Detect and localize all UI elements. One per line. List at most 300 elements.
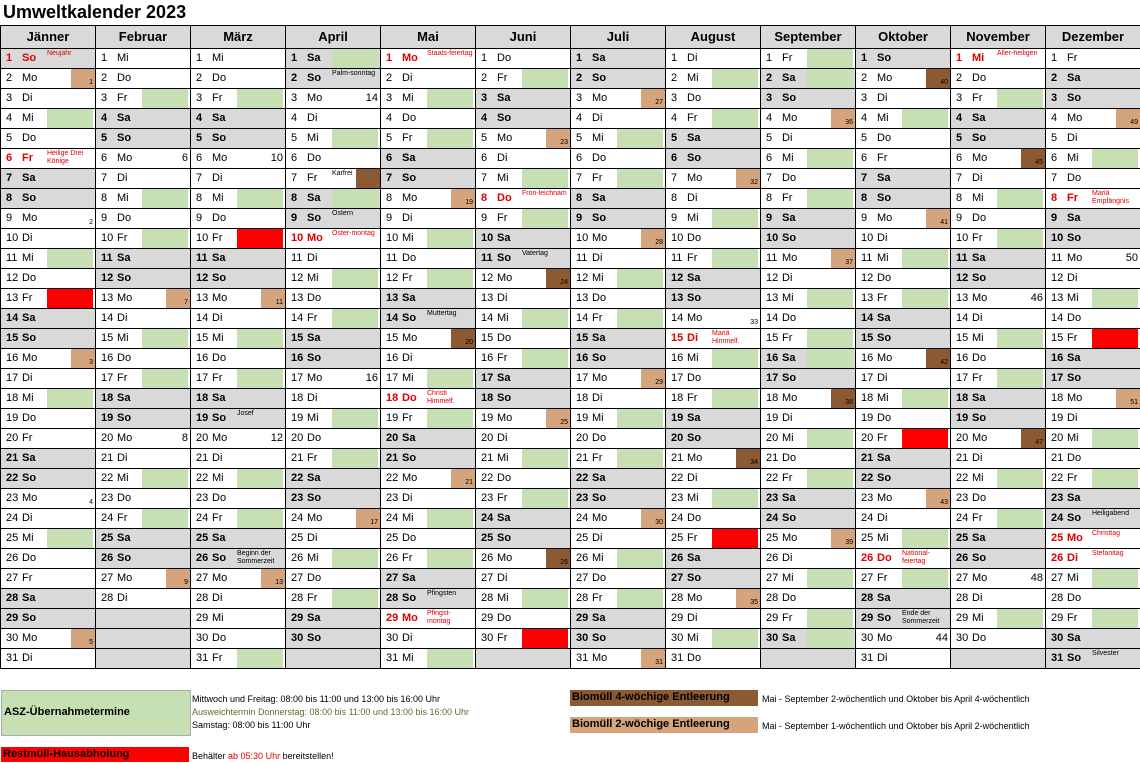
weekday: Do bbox=[497, 612, 512, 624]
day-cell bbox=[666, 489, 761, 509]
weekday: Sa bbox=[402, 572, 416, 584]
day-cell bbox=[381, 109, 476, 129]
day-cell bbox=[856, 449, 951, 469]
day-number: 15 bbox=[481, 332, 494, 344]
day-cell bbox=[381, 469, 476, 489]
day-number: 21 bbox=[291, 452, 304, 464]
day-number: 20 bbox=[481, 432, 494, 444]
day-cell bbox=[571, 449, 666, 469]
day-cell bbox=[191, 489, 286, 509]
day-number: 3 bbox=[101, 92, 108, 104]
day-number: 27 bbox=[481, 572, 494, 584]
empty-day-cell bbox=[761, 649, 856, 669]
weekday: Fr bbox=[972, 372, 983, 384]
day-number: 2 bbox=[481, 72, 488, 84]
day-number: 10 bbox=[861, 232, 874, 244]
weekday: Do bbox=[687, 512, 702, 524]
day-cell bbox=[286, 329, 381, 349]
day-number: 12 bbox=[386, 272, 399, 284]
day-cell bbox=[856, 489, 951, 509]
day-cell bbox=[571, 529, 666, 549]
day-number: 27 bbox=[6, 572, 19, 584]
day-note: Mariä Himmelf. bbox=[712, 330, 740, 345]
weekday: Mo bbox=[972, 432, 988, 444]
weekday: Mi bbox=[592, 132, 604, 144]
day-number: 24 bbox=[481, 512, 494, 524]
weekday: So bbox=[22, 332, 37, 344]
weekday: Di bbox=[117, 592, 128, 604]
weekday: Di bbox=[1067, 552, 1078, 564]
weekday: Mo bbox=[117, 432, 133, 444]
day-number: 7 bbox=[1051, 172, 1058, 184]
week-number: 11 bbox=[275, 299, 283, 306]
weekday: Fr bbox=[117, 92, 128, 104]
day-cell bbox=[476, 629, 571, 649]
restmuell-marker bbox=[237, 229, 283, 248]
day-number: 9 bbox=[101, 212, 108, 224]
day-cell bbox=[381, 269, 476, 289]
day-number: 15 bbox=[291, 332, 304, 344]
day-cell bbox=[1, 189, 96, 209]
weekday: Fr bbox=[782, 332, 793, 344]
weekday: Mo bbox=[22, 72, 38, 84]
weekday: Di bbox=[497, 572, 508, 584]
day-cell bbox=[951, 149, 1046, 169]
day-number: 8 bbox=[956, 192, 963, 204]
weekday: Mi bbox=[972, 612, 984, 624]
weekday: Fr bbox=[497, 632, 508, 644]
day-cell bbox=[96, 109, 191, 129]
day-cell bbox=[1, 429, 96, 449]
day-cell bbox=[381, 449, 476, 469]
day-cell bbox=[191, 129, 286, 149]
month-header: August bbox=[666, 26, 761, 49]
legend-restmuell-text: Behälter ab 05:30 Uhr bereitstellen! bbox=[192, 751, 334, 761]
day-cell bbox=[571, 49, 666, 69]
day-number: 23 bbox=[766, 492, 779, 504]
day-cell bbox=[666, 109, 761, 129]
asz-marker bbox=[237, 329, 283, 348]
weekday: Di bbox=[877, 372, 888, 384]
day-cell bbox=[286, 449, 381, 469]
weekday: Fr bbox=[877, 432, 888, 444]
day-cell bbox=[666, 69, 761, 89]
weekday: Fr bbox=[117, 232, 128, 244]
legend-asz-line2: Ausweichtermin Donnerstag: 08:00 bis 11:00 und 13:00 bis 16:00 Uhr bbox=[192, 707, 470, 717]
day-note: Vatertag bbox=[522, 250, 548, 257]
asz-marker bbox=[997, 89, 1043, 108]
weekday: Mi bbox=[972, 192, 984, 204]
day-cell bbox=[761, 229, 856, 249]
day-cell bbox=[286, 469, 381, 489]
week-number: 36 bbox=[845, 119, 853, 126]
day-cell bbox=[951, 589, 1046, 609]
weekday: So bbox=[1067, 232, 1082, 244]
empty-day-cell bbox=[96, 609, 191, 629]
day-number: 13 bbox=[196, 292, 209, 304]
day-number: 10 bbox=[386, 232, 399, 244]
day-number: 3 bbox=[861, 92, 868, 104]
day-number: 25 bbox=[1051, 532, 1064, 544]
weekday: Mi bbox=[687, 492, 699, 504]
day-cell bbox=[381, 49, 476, 69]
weekday: Do bbox=[782, 312, 797, 324]
weekday: Fr bbox=[22, 292, 33, 304]
week-number: 23 bbox=[560, 139, 568, 146]
week-number: 3 bbox=[89, 359, 93, 366]
asz-marker bbox=[997, 189, 1043, 208]
weekday: Di bbox=[22, 652, 33, 664]
day-cell bbox=[1046, 309, 1140, 329]
asz-marker bbox=[902, 389, 948, 408]
weekday: Sa bbox=[307, 472, 321, 484]
weekday: Mi bbox=[877, 392, 889, 404]
weekday: Mo bbox=[592, 92, 608, 104]
weekday: Mi bbox=[972, 332, 984, 344]
day-cell bbox=[191, 249, 286, 269]
day-number: 28 bbox=[196, 592, 209, 604]
day-number: 10 bbox=[196, 232, 209, 244]
day-number: 8 bbox=[1051, 192, 1058, 204]
day-cell bbox=[666, 549, 761, 569]
day-number: 9 bbox=[956, 212, 963, 224]
week-number: 26 bbox=[560, 559, 568, 566]
day-cell bbox=[476, 49, 571, 69]
day-number: 7 bbox=[6, 172, 13, 184]
asz-marker bbox=[522, 309, 568, 328]
weekday: Mo bbox=[402, 332, 418, 344]
week-number: 43 bbox=[940, 499, 948, 506]
day-number: 19 bbox=[956, 412, 969, 424]
weekday: Mi bbox=[782, 432, 794, 444]
day-cell bbox=[476, 369, 571, 389]
day-cell bbox=[571, 509, 666, 529]
weekday: Mo bbox=[117, 292, 133, 304]
weekday: So bbox=[212, 412, 227, 424]
day-number: 6 bbox=[6, 152, 13, 164]
weekday: Do bbox=[782, 172, 797, 184]
weekday: Sa bbox=[782, 212, 796, 224]
restmuell-marker bbox=[522, 629, 568, 648]
day-cell bbox=[1, 269, 96, 289]
weekday: Mo bbox=[212, 572, 228, 584]
day-number: 3 bbox=[671, 92, 678, 104]
weekday: Do bbox=[687, 372, 702, 384]
day-number: 13 bbox=[861, 292, 874, 304]
weekday: Fr bbox=[497, 352, 508, 364]
asz-marker bbox=[237, 89, 283, 108]
day-number: 17 bbox=[386, 372, 399, 384]
day-cell bbox=[761, 209, 856, 229]
day-cell bbox=[1, 69, 96, 89]
week-number: 39 bbox=[845, 539, 853, 546]
day-number: 22 bbox=[861, 472, 874, 484]
month-header: September bbox=[761, 26, 856, 49]
day-number: 12 bbox=[956, 272, 969, 284]
day-number: 11 bbox=[861, 252, 873, 264]
week-number: 41 bbox=[940, 219, 948, 226]
day-number: 1 bbox=[196, 52, 203, 64]
day-cell bbox=[381, 489, 476, 509]
month-header: Februar bbox=[96, 26, 191, 49]
day-number: 18 bbox=[481, 392, 494, 404]
day-number: 6 bbox=[101, 152, 108, 164]
day-note: Fron-leichnam bbox=[522, 190, 567, 197]
weekday: Fr bbox=[212, 652, 223, 664]
day-cell bbox=[1046, 89, 1140, 109]
weekday: Do bbox=[1067, 592, 1082, 604]
day-number: 7 bbox=[101, 172, 108, 184]
day-number: 14 bbox=[481, 312, 494, 324]
weekday: Do bbox=[402, 392, 417, 404]
day-cell bbox=[761, 349, 856, 369]
day-number: 29 bbox=[861, 612, 874, 624]
weekday: Mi bbox=[402, 92, 414, 104]
day-cell bbox=[286, 409, 381, 429]
asz-marker bbox=[997, 229, 1043, 248]
day-number: 30 bbox=[481, 632, 494, 644]
day-cell bbox=[856, 229, 951, 249]
weekday: Di bbox=[1067, 272, 1078, 284]
day-number: 16 bbox=[386, 352, 399, 364]
day-number: 26 bbox=[101, 552, 114, 564]
day-number: 16 bbox=[196, 352, 209, 364]
day-cell bbox=[856, 89, 951, 109]
day-cell bbox=[761, 129, 856, 149]
day-cell bbox=[1, 209, 96, 229]
day-cell bbox=[571, 569, 666, 589]
day-cell bbox=[381, 389, 476, 409]
weekday: Do bbox=[22, 552, 37, 564]
weekday: So bbox=[307, 72, 322, 84]
day-number: 22 bbox=[101, 472, 114, 484]
day-number: 31 bbox=[1051, 652, 1064, 664]
legend-restmuell-swatch bbox=[1, 747, 189, 762]
day-cell bbox=[1, 369, 96, 389]
day-number: 18 bbox=[1051, 392, 1064, 404]
day-cell bbox=[476, 449, 571, 469]
day-number: 28 bbox=[766, 592, 779, 604]
day-cell bbox=[761, 429, 856, 449]
day-cell bbox=[666, 129, 761, 149]
day-number: 28 bbox=[101, 592, 114, 604]
weekday: Mo bbox=[972, 572, 988, 584]
asz-marker bbox=[522, 69, 568, 88]
weekday: Mo bbox=[1067, 112, 1083, 124]
weekday: Mi bbox=[117, 472, 129, 484]
day-cell bbox=[666, 509, 761, 529]
day-number: 28 bbox=[386, 592, 399, 604]
weekday: Fr bbox=[117, 372, 128, 384]
day-number: 29 bbox=[386, 612, 399, 624]
day-cell bbox=[1, 129, 96, 149]
weekday: Do bbox=[117, 352, 132, 364]
day-cell bbox=[1046, 589, 1140, 609]
week-number: 19 bbox=[465, 199, 473, 206]
weekday: Do bbox=[592, 572, 607, 584]
weekday: So bbox=[402, 592, 417, 604]
day-cell bbox=[571, 629, 666, 649]
day-number: 4 bbox=[101, 112, 108, 124]
day-cell bbox=[571, 369, 666, 389]
week-number: 8 bbox=[181, 432, 188, 444]
day-cell bbox=[666, 289, 761, 309]
day-number: 5 bbox=[861, 132, 868, 144]
day-cell bbox=[96, 229, 191, 249]
day-number: 8 bbox=[576, 192, 583, 204]
day-note: Josef bbox=[237, 410, 254, 417]
weekday: Sa bbox=[687, 552, 701, 564]
day-number: 1 bbox=[386, 52, 393, 64]
weekday: Mi bbox=[592, 272, 604, 284]
asz-marker bbox=[427, 409, 473, 428]
weekday: So bbox=[972, 132, 987, 144]
day-cell bbox=[571, 229, 666, 249]
weekday: Mo bbox=[687, 592, 703, 604]
day-cell bbox=[951, 69, 1046, 89]
asz-marker bbox=[712, 249, 758, 268]
asz-marker bbox=[617, 589, 663, 608]
weekday: Mi bbox=[782, 292, 794, 304]
day-cell bbox=[191, 269, 286, 289]
asz-marker bbox=[807, 69, 853, 88]
empty-day-cell bbox=[96, 649, 191, 669]
weekday: Sa bbox=[1067, 212, 1081, 224]
day-cell bbox=[666, 229, 761, 249]
day-number: 15 bbox=[671, 332, 684, 344]
week-number: 28 bbox=[655, 239, 663, 246]
day-cell bbox=[476, 589, 571, 609]
weekday: So bbox=[212, 132, 227, 144]
day-number: 3 bbox=[576, 92, 583, 104]
day-number: 9 bbox=[1051, 212, 1058, 224]
day-note: Pfingsten bbox=[427, 590, 457, 597]
day-number: 31 bbox=[196, 652, 209, 664]
weekday: Mi bbox=[117, 192, 129, 204]
weekday: Sa bbox=[592, 332, 606, 344]
day-cell bbox=[666, 629, 761, 649]
weekday: Mo bbox=[402, 612, 418, 624]
day-number: 27 bbox=[671, 572, 684, 584]
day-number: 10 bbox=[101, 232, 114, 244]
day-cell bbox=[96, 129, 191, 149]
day-note: Mariä Empfängnis bbox=[1092, 190, 1129, 205]
asz-marker bbox=[522, 349, 568, 368]
weekday: Mi bbox=[972, 52, 985, 64]
day-number: 20 bbox=[101, 432, 114, 444]
weekday: Di bbox=[212, 172, 223, 184]
day-cell bbox=[1046, 249, 1140, 269]
weekday: Fr bbox=[117, 512, 128, 524]
day-number: 22 bbox=[1051, 472, 1064, 484]
day-number: 20 bbox=[766, 432, 779, 444]
asz-marker bbox=[332, 409, 378, 428]
day-number: 29 bbox=[956, 612, 969, 624]
day-cell bbox=[191, 429, 286, 449]
weekday: Mi bbox=[22, 252, 34, 264]
weekday: Di bbox=[117, 172, 128, 184]
day-cell bbox=[761, 89, 856, 109]
day-number: 15 bbox=[386, 332, 399, 344]
day-cell bbox=[856, 209, 951, 229]
day-number: 2 bbox=[101, 72, 108, 84]
weekday: Do bbox=[22, 132, 37, 144]
weekday: Di bbox=[972, 172, 983, 184]
day-cell bbox=[476, 349, 571, 369]
day-number: 11 bbox=[291, 252, 303, 264]
day-number: 26 bbox=[861, 552, 874, 564]
weekday: Mo bbox=[782, 112, 798, 124]
day-cell bbox=[191, 309, 286, 329]
day-cell bbox=[571, 129, 666, 149]
day-cell bbox=[1046, 429, 1140, 449]
day-cell bbox=[286, 229, 381, 249]
week-number: 32 bbox=[750, 179, 758, 186]
weekday: Di bbox=[307, 532, 318, 544]
day-cell bbox=[856, 569, 951, 589]
day-cell bbox=[951, 229, 1046, 249]
day-cell bbox=[96, 169, 191, 189]
weekday: Fr bbox=[212, 92, 223, 104]
day-note: Stefanitag bbox=[1092, 550, 1124, 557]
day-cell bbox=[476, 209, 571, 229]
day-cell bbox=[761, 489, 856, 509]
week-number: 5 bbox=[89, 639, 93, 646]
day-cell bbox=[1, 509, 96, 529]
day-cell bbox=[856, 649, 951, 669]
day-cell bbox=[381, 309, 476, 329]
day-number: 4 bbox=[386, 112, 393, 124]
day-number: 4 bbox=[576, 112, 583, 124]
day-cell bbox=[1046, 549, 1140, 569]
day-number: 23 bbox=[101, 492, 114, 504]
day-number: 29 bbox=[576, 612, 589, 624]
day-number: 4 bbox=[481, 112, 488, 124]
day-cell bbox=[1, 169, 96, 189]
weekday: Mo bbox=[22, 352, 38, 364]
day-cell bbox=[571, 149, 666, 169]
day-cell bbox=[191, 169, 286, 189]
day-number: 1 bbox=[481, 52, 488, 64]
asz-marker bbox=[712, 489, 758, 508]
day-cell bbox=[476, 129, 571, 149]
day-cell bbox=[381, 169, 476, 189]
weekday: Mo bbox=[1067, 252, 1083, 264]
weekday: Di bbox=[212, 312, 223, 324]
day-number: 22 bbox=[6, 472, 19, 484]
day-number: 1 bbox=[861, 52, 868, 64]
day-number: 20 bbox=[861, 432, 874, 444]
day-number: 14 bbox=[291, 312, 304, 324]
day-number: 10 bbox=[291, 232, 304, 244]
day-number: 30 bbox=[196, 632, 209, 644]
asz-marker bbox=[332, 49, 378, 68]
weekday: Mi bbox=[1067, 292, 1079, 304]
day-cell bbox=[1, 569, 96, 589]
month-header: Juli bbox=[571, 26, 666, 49]
asz-marker bbox=[617, 269, 663, 288]
weekday: Mo bbox=[22, 212, 38, 224]
day-cell bbox=[1046, 529, 1140, 549]
day-number: 23 bbox=[386, 492, 399, 504]
day-cell bbox=[666, 469, 761, 489]
weekday: Do bbox=[117, 492, 132, 504]
asz-marker bbox=[47, 109, 93, 128]
day-cell bbox=[666, 49, 761, 69]
day-cell bbox=[951, 129, 1046, 149]
restmuell-marker bbox=[902, 429, 948, 448]
weekday: Do bbox=[307, 432, 322, 444]
